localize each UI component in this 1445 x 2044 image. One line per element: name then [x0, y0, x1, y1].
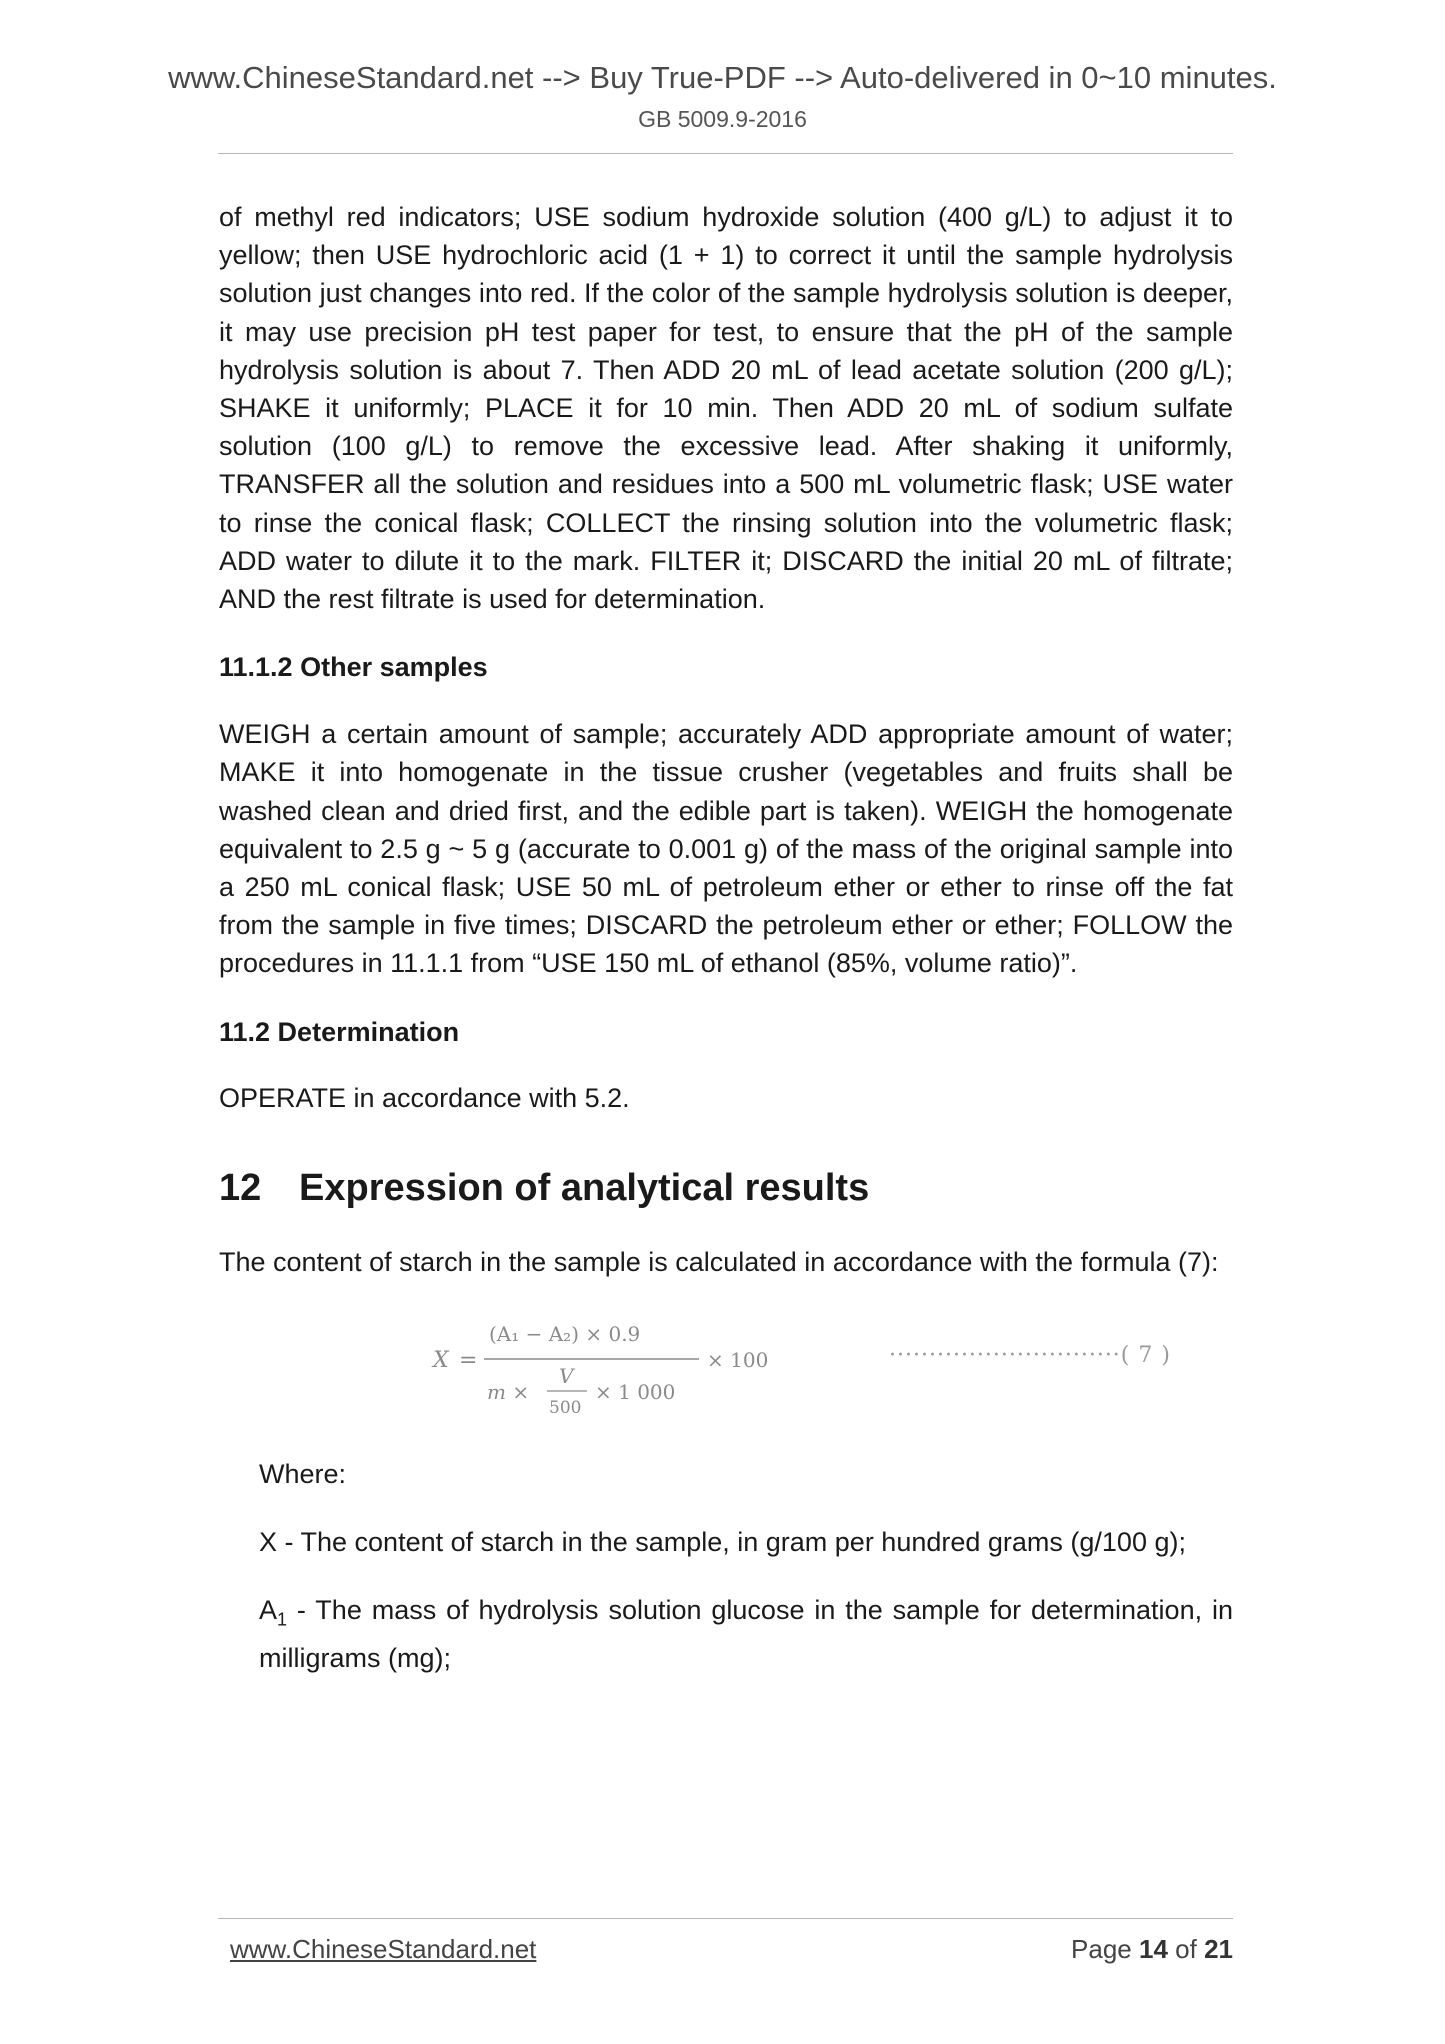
formula-frac-den: 500: [549, 1398, 582, 1419]
formula-numerator: (A₁ − A₂) × 0.9: [489, 1322, 641, 1347]
page-word: Page: [1071, 1934, 1132, 1964]
heading-12-title: Expression of analytical results: [299, 1166, 870, 1209]
heading-11-2: 11.2 Determination: [219, 1016, 460, 1047]
footer-site-link[interactable]: www.ChineseStandard.net: [230, 1934, 537, 1964]
paragraph-intro: of methyl red indicators; USE sodium hydroxide solution (400 g/L) to adjust it to yellow; then USE hydrochloric acid (1 + 1) to correct it until the sample hydrolysis solution just changes into red. If the color of the sample hydrolysis solution is deeper, it may use precision pH test paper for test, to ensure that the pH of the sample hydrolysis solution is about 7. Then ADD 20 mL of lead acetate solution (200 g/L); SHAKE it uniformly; PLACE it for 10 min. Then ADD 20 mL of sodium sulfate solution (100 g/L) to remove the excessive lead. After shaking it uniformly, TRANSFER all the solution and residues into a 500 mL volumetric flask; USE water to rinse the conical flask; COLLECT the rinsing solution into the volumetric flask; ADD water to dilute it to the mark. FILTER it; DISCARD the initial 20 mL of filtrate; AND the rest filtrate is used for determination.: [219, 202, 1233, 615]
header-divider: [218, 153, 1233, 154]
page-body: [219, 198, 1233, 1677]
standard-number: GB 5009.9-2016: [638, 106, 807, 132]
formula-times-100: × 100: [707, 1348, 769, 1373]
formula-equals: =: [459, 1348, 478, 1374]
formula-number: ·····························( 7 ): [889, 1343, 1171, 1369]
formula-lhs: X: [433, 1348, 449, 1374]
where-label: Where:: [259, 1459, 347, 1490]
paragraph-operate: OPERATE in accordance with 5.2.: [219, 1082, 630, 1113]
heading-12-number: 12: [219, 1166, 262, 1209]
definition-a1-subscript: 1: [277, 1609, 288, 1630]
formula-7: [219, 1301, 1233, 1421]
formula-frac-num: V: [559, 1364, 574, 1389]
definition-a1: [219, 1591, 1233, 1677]
page-of: of: [1175, 1934, 1197, 1964]
paragraph-content: The content of starch in the sample is calculated in accordance with the formula (7):: [219, 1246, 1219, 1277]
formula-graphic: [429, 1301, 829, 1421]
definition-a1-symbol: A: [259, 1595, 278, 1626]
footer-divider: [218, 1918, 1233, 1919]
formula-denom-tail: × 1 000: [595, 1380, 676, 1405]
definition-x: X - The content of starch in the sample, in gram per hundred grams (g/100 g);: [259, 1527, 1186, 1558]
page-current: 14: [1139, 1934, 1168, 1964]
page-total: 21: [1204, 1934, 1233, 1964]
heading-11-1-2: 11.1.2 Other samples: [219, 652, 488, 683]
page-indicator: [1071, 1934, 1233, 1965]
paragraph-other-samples: WEIGH a certain amount of sample; accurately ADD appropriate amount of water; MAKE it into homogenate in the tissue crusher (vegetables and fruits shall be washed clean and dried first, and the edible part is taken). WEIGH the homogenate equivalent to 2.5 g ~ 5 g (accurate to 0.001 g) of the mass of the original sample into a 250 mL conical flask; USE 50 mL of petroleum ether or ether to rinse off the fat from the sample in five times; DISCARD the petroleum ether or ether; FOLLOW the procedures in 11.1.1 from “USE 150 mL of ethanol (85%, volume ratio)”.: [219, 719, 1233, 979]
definition-a1-text: - The mass of hydrolysis solution glucose in the sample for determination, in milligrams (mg);: [259, 1595, 1233, 1674]
heading-12: [219, 1163, 1233, 1213]
formula-denom-m: m ×: [487, 1380, 530, 1405]
header-banner: www.ChineseStandard.net --> Buy True-PDF --> Auto-delivered in 0~10 minutes.: [168, 60, 1277, 95]
